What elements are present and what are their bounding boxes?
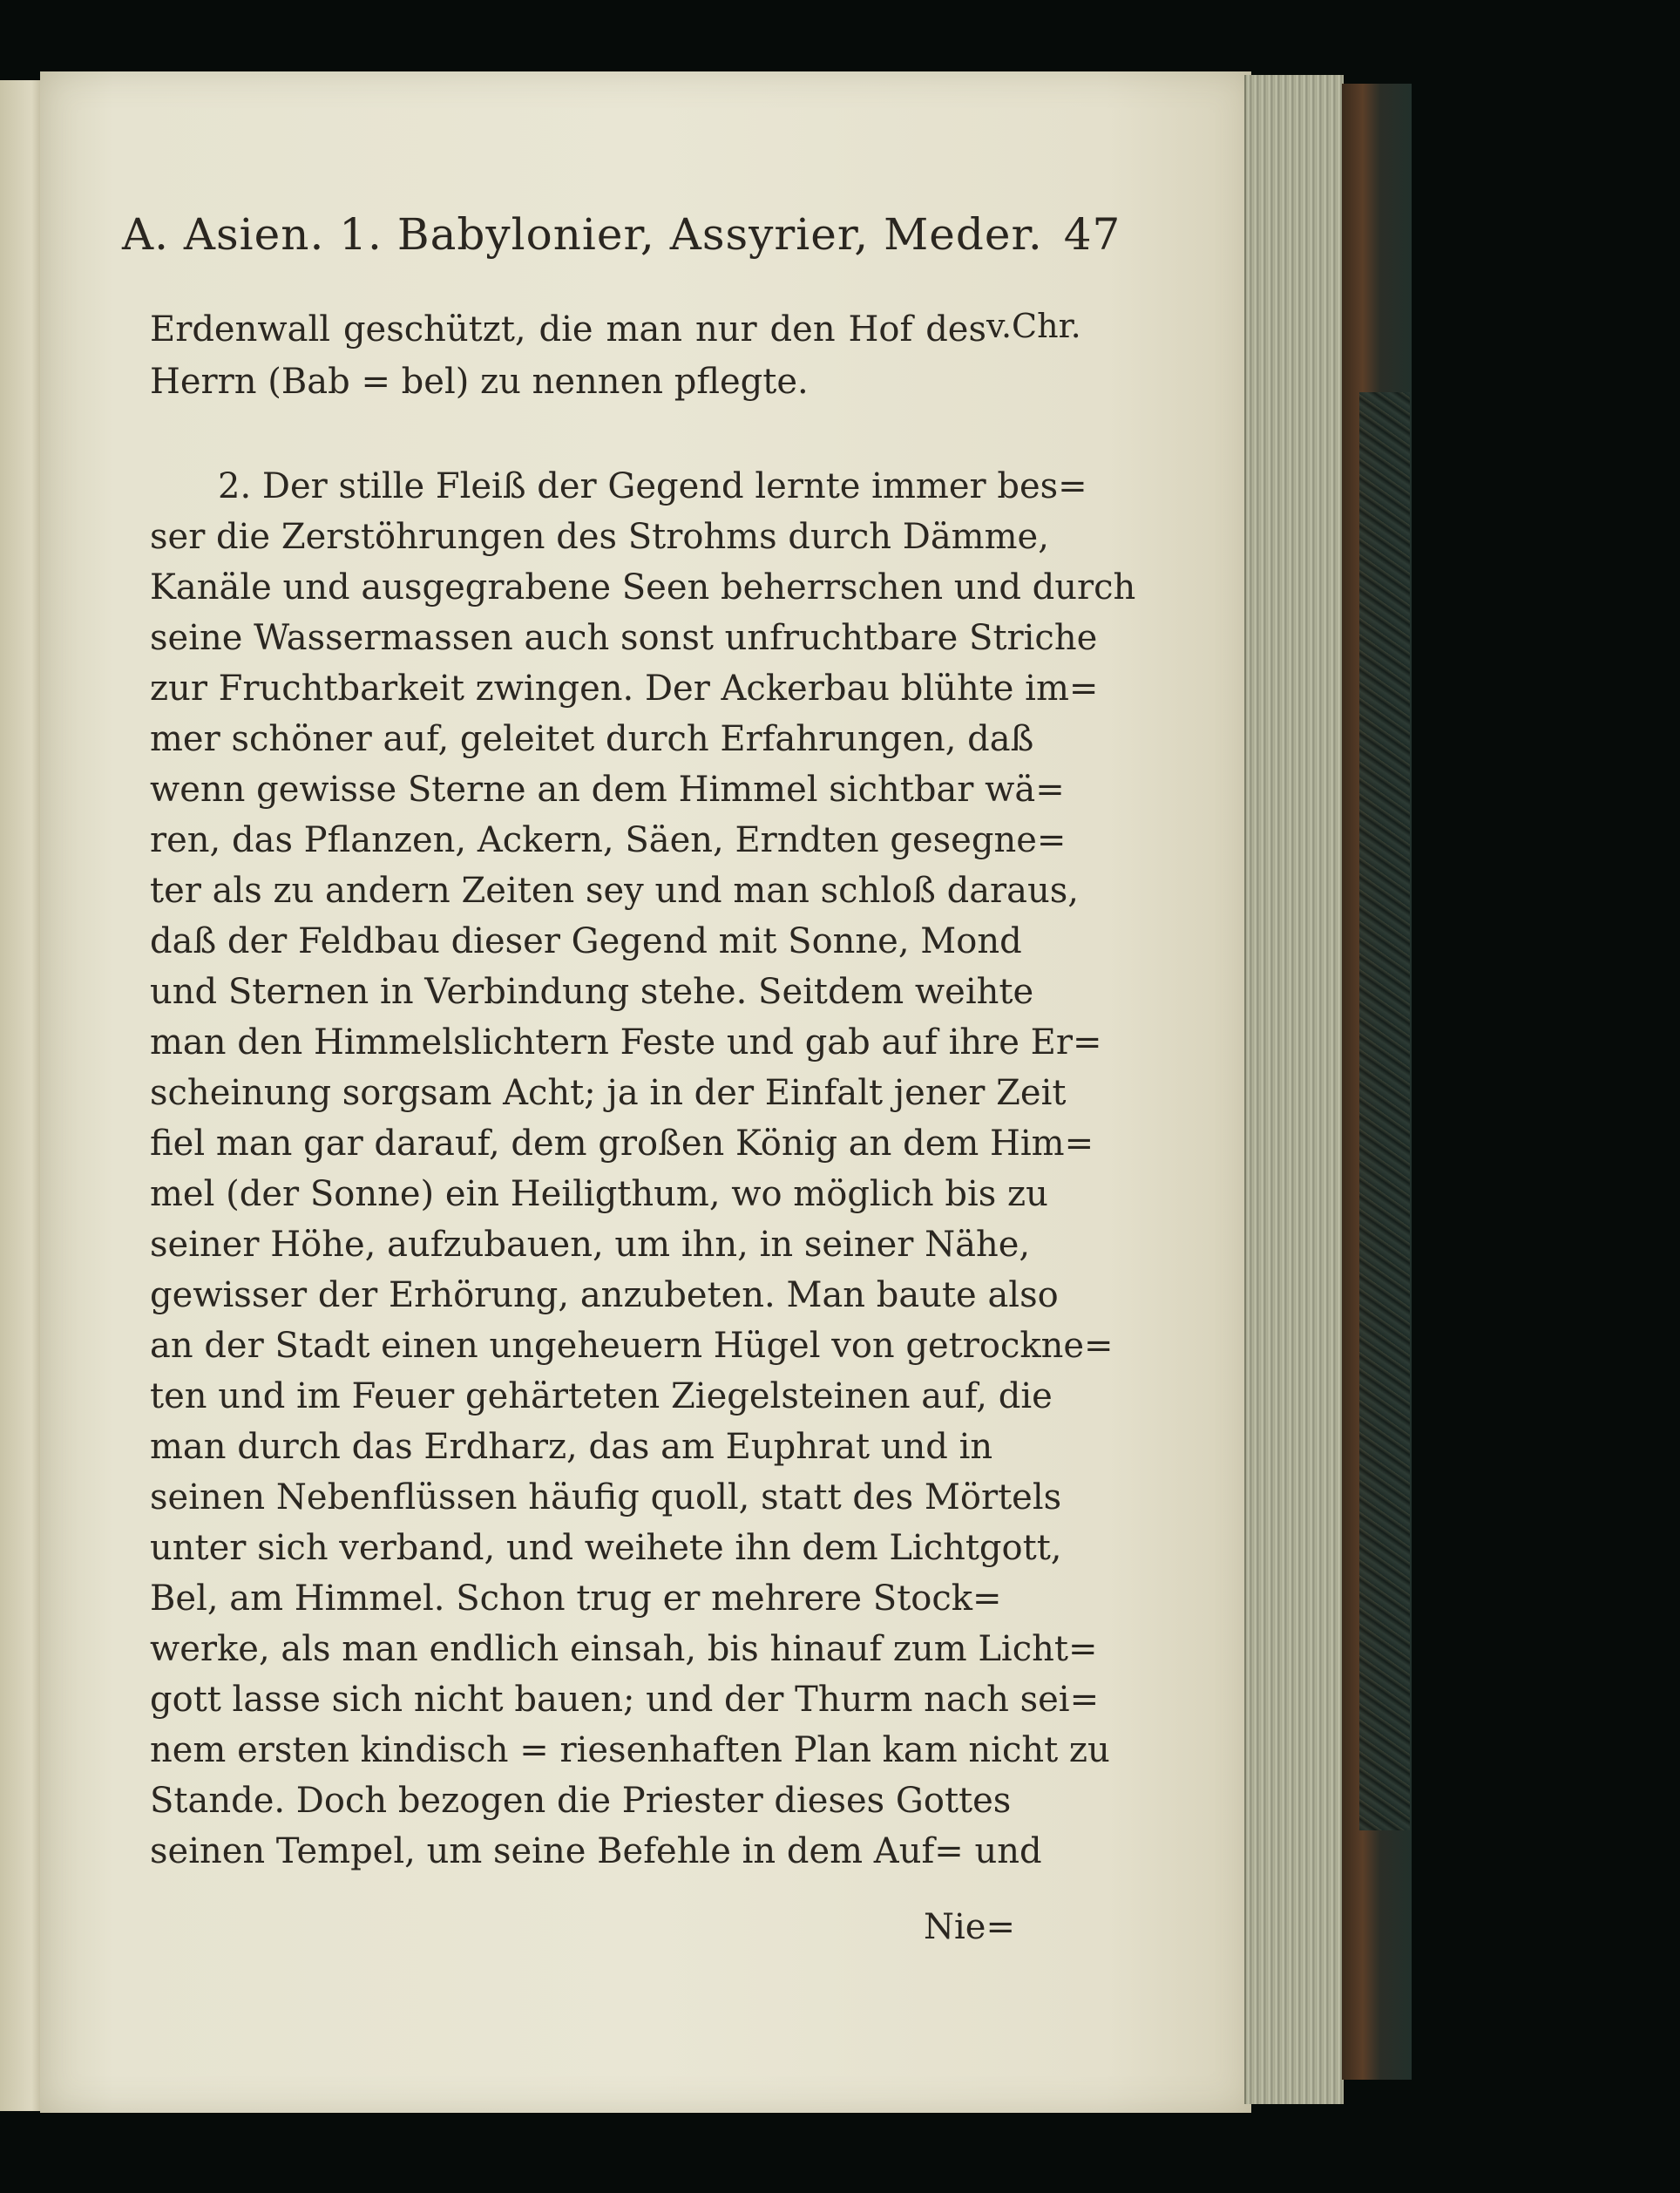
text-line: seine Wassermassen auch sonst unfruchtbare Striche	[150, 618, 1098, 658]
text-line: unter sich verband, und weihete ihn dem Lichtgott,	[150, 1528, 1062, 1568]
text-line: man durch das Erdharz, das am Euphrat und in	[150, 1427, 993, 1467]
text-line: man den Himmelslichtern Feste und gab auf ihre Er=	[150, 1022, 1102, 1063]
text-line: an der Stadt einen ungeheuern Hügel von getrockne=	[150, 1326, 1114, 1366]
text-line: und Sternen in Verbindung stehe. Seitdem weihte	[150, 972, 1034, 1012]
text-line: nem ersten kindisch = riesenhaften Plan kam nicht zu	[150, 1730, 1110, 1770]
text-line: 2. Der stille Fleiß der Gegend lernte immer bes=	[218, 466, 1087, 506]
catchword: Nie=	[924, 1907, 1015, 1947]
text-line: Herrn (Bab = bel) zu nennen pflegte.	[150, 362, 809, 402]
page-number: 47	[1063, 209, 1121, 260]
text-line: daß der Feldbau dieser Gegend mit Sonne, Mond	[150, 921, 1022, 961]
text-line: Erdenwall geschützt, die man nur den Hof des	[150, 309, 986, 350]
text-line: werke, als man endlich einsah, bis hinauf zum Licht=	[150, 1629, 1098, 1669]
marbled-cover-board	[1359, 392, 1410, 1830]
text-line: zur Fruchtbarkeit zwingen. Der Ackerbau blühte im=	[150, 669, 1099, 709]
running-head	[122, 209, 1121, 279]
text-line: mer schöner auf, geleitet durch Erfahrungen, daß	[150, 719, 1034, 759]
running-title: A. Asien. 1. Babylonier, Assyrier, Meder.	[122, 209, 1043, 260]
text-line: ser die Zerstöhrungen des Strohms durch Dämme,	[150, 517, 1049, 557]
text-line: Bel, am Himmel. Schon trug er mehrere Stock=	[150, 1579, 1002, 1619]
text-line: scheinung sorgsam Acht; ja in der Einfalt jener Zeit	[150, 1073, 1067, 1113]
text-line: seiner Höhe, aufzubauen, um ihn, in seiner Nähe,	[150, 1225, 1031, 1265]
page-block-edges	[1244, 75, 1344, 2104]
margin-note: v.Chr.	[986, 307, 1081, 345]
text-line: gewisser der Erhörung, anzubeten. Man baute also	[150, 1275, 1059, 1315]
text-line: wenn gewisse Sterne an dem Himmel sichtbar wä=	[150, 770, 1065, 810]
text-line: seinen Tempel, um seine Befehle in dem Auf= und	[150, 1831, 1042, 1871]
text-line: ter als zu andern Zeiten sey und man schloß daraus,	[150, 871, 1080, 911]
text-line: ten und im Feuer gehärteten Ziegelsteinen auf, die	[150, 1376, 1053, 1416]
text-line: fiel man gar darauf, dem großen König an dem Him=	[150, 1124, 1094, 1164]
text-line: seinen Nebenflüssen häufig quoll, statt des Mörtels	[150, 1477, 1062, 1517]
text-line: mel (der Sonne) ein Heiligthum, wo möglich bis zu	[150, 1174, 1048, 1214]
text-line: gott lasse sich nicht bauen; und der Thurm nach sei=	[150, 1680, 1100, 1720]
text-line: ren, das Pflanzen, Ackern, Säen, Erndten gesegne=	[150, 820, 1067, 860]
text-line: Kanäle und ausgegrabene Seen beherrschen und durch	[150, 567, 1136, 608]
text-line: Stande. Doch bezogen die Priester dieses Gottes	[150, 1781, 1012, 1821]
